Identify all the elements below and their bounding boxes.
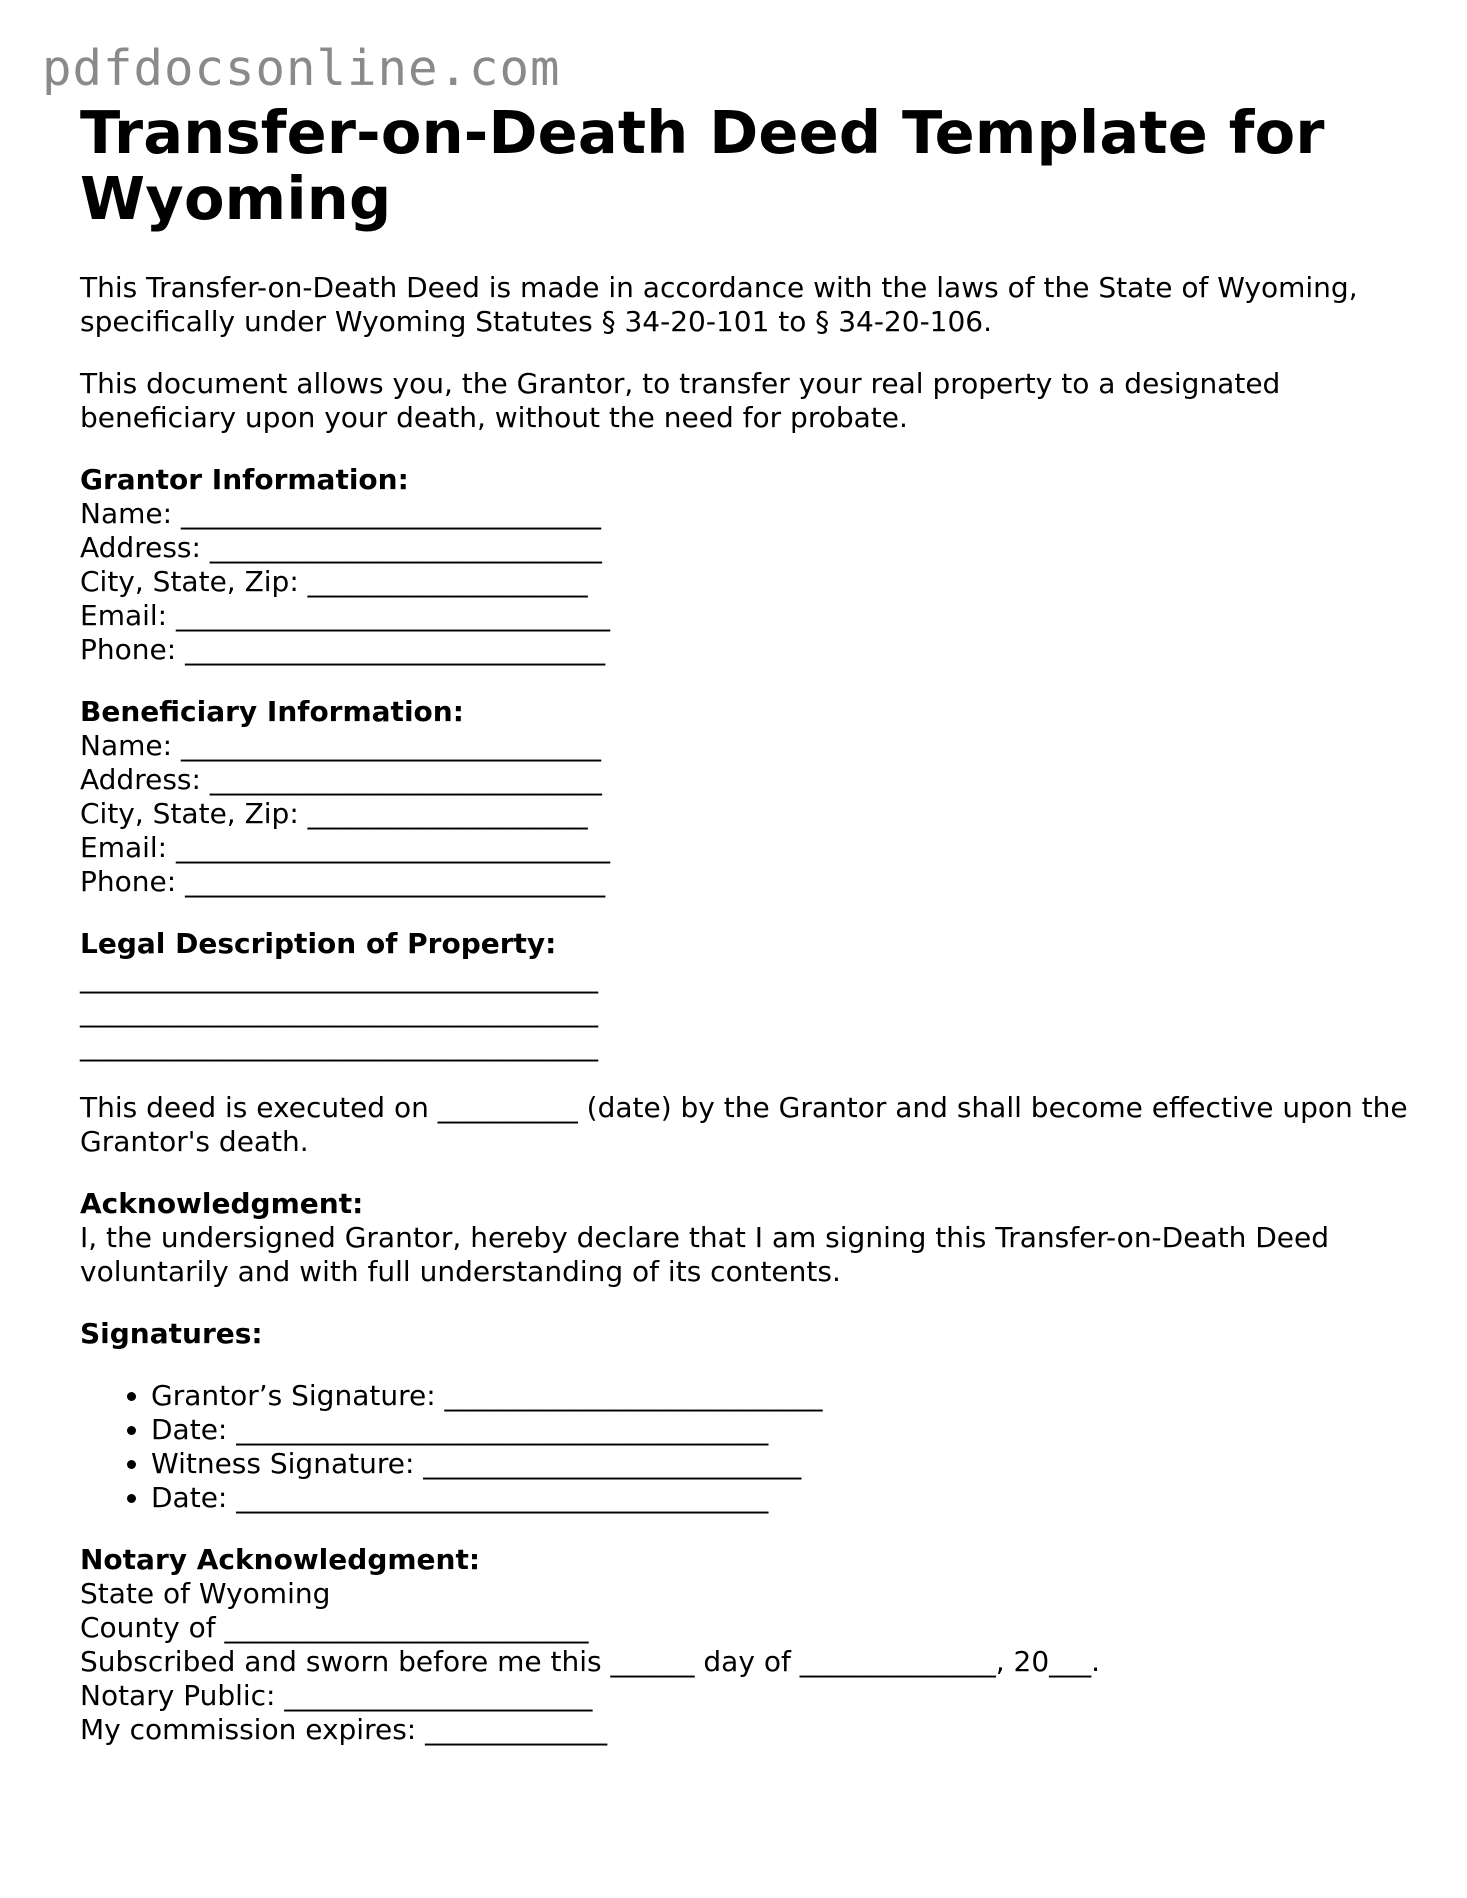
execution-statement: This deed is executed on __________ (date) by the Grantor and shall become effective upon the Grantor's death.: [80, 1091, 1408, 1158]
property-description-line[interactable]: _____________________________________: [80, 995, 598, 1028]
notary-section: [80, 1543, 1410, 1747]
signatures-heading: Signatures:: [80, 1317, 263, 1350]
property-section: [80, 927, 1410, 1063]
acknowledgment-text: I, the undersigned Grantor, hereby declare that I am signing this Transfer-on-Death Deed voluntarily and with full understanding of its contents.: [80, 1221, 1330, 1288]
notary-public-field[interactable]: Notary Public: ______________________: [80, 1679, 593, 1712]
grantor-email-field[interactable]: Email: _______________________________: [80, 599, 611, 632]
intro-paragraph-2: This document allows you, the Grantor, to transfer your real property to a designated beneficiary upon your death, without the need for probate.: [80, 367, 1281, 434]
beneficiary-section: [80, 695, 1410, 899]
property-heading: Legal Description of Property:: [80, 927, 557, 960]
document-page: [80, 100, 1410, 1747]
property-description-line[interactable]: _____________________________________: [80, 961, 598, 994]
notary-commission-field[interactable]: My commission expires: _____________: [80, 1713, 608, 1746]
property-description-line[interactable]: _____________________________________: [80, 1029, 598, 1062]
acknowledgment-section: [80, 1187, 1410, 1289]
acknowledgment-heading: Acknowledgment:: [80, 1187, 364, 1220]
witness-date-field[interactable]: • Date: ______________________________________: [151, 1481, 1410, 1515]
beneficiary-phone-field[interactable]: Phone: ______________________________: [80, 865, 606, 898]
notary-county-field[interactable]: County of __________________________: [80, 1611, 589, 1644]
grantor-address-field[interactable]: Address: ____________________________: [80, 531, 602, 564]
watermark: pdfdocsonline.com: [42, 40, 561, 97]
beneficiary-heading: Beneficiary Information:: [80, 695, 464, 728]
beneficiary-name-field[interactable]: Name: ______________________________: [80, 729, 601, 762]
document-title: Transfer-on-Death Deed Template for Wyoming: [80, 98, 1325, 233]
intro-paragraph-1: This Transfer-on-Death Deed is made in accordance with the laws of the State of Wyoming, specifically under Wyoming Statutes § 34-20-101 to § 34-20-106.: [80, 271, 1358, 338]
notary-state: State of Wyoming: [80, 1577, 331, 1610]
signature-list: [80, 1379, 1410, 1515]
witness-signature-field[interactable]: • Witness Signature: ___________________________: [151, 1447, 1410, 1481]
grantor-name-field[interactable]: Name: ______________________________: [80, 497, 601, 530]
notary-sworn-field[interactable]: Subscribed and sworn before me this ______ day of ______________, 20___.: [80, 1645, 1101, 1678]
beneficiary-address-field[interactable]: Address: ____________________________: [80, 763, 602, 796]
grantor-date-field[interactable]: • Date: ______________________________________: [151, 1413, 1410, 1447]
notary-heading: Notary Acknowledgment:: [80, 1543, 481, 1576]
signatures-section: [80, 1317, 1410, 1351]
grantor-phone-field[interactable]: Phone: ______________________________: [80, 633, 606, 666]
grantor-signature-field[interactable]: • Grantor’s Signature: ___________________________: [151, 1379, 1410, 1413]
grantor-city-field[interactable]: City, State, Zip: ____________________: [80, 565, 588, 598]
grantor-heading: Grantor Information:: [80, 463, 409, 496]
grantor-section: [80, 463, 1410, 667]
beneficiary-email-field[interactable]: Email: _______________________________: [80, 831, 611, 864]
beneficiary-city-field[interactable]: City, State, Zip: ____________________: [80, 797, 588, 830]
